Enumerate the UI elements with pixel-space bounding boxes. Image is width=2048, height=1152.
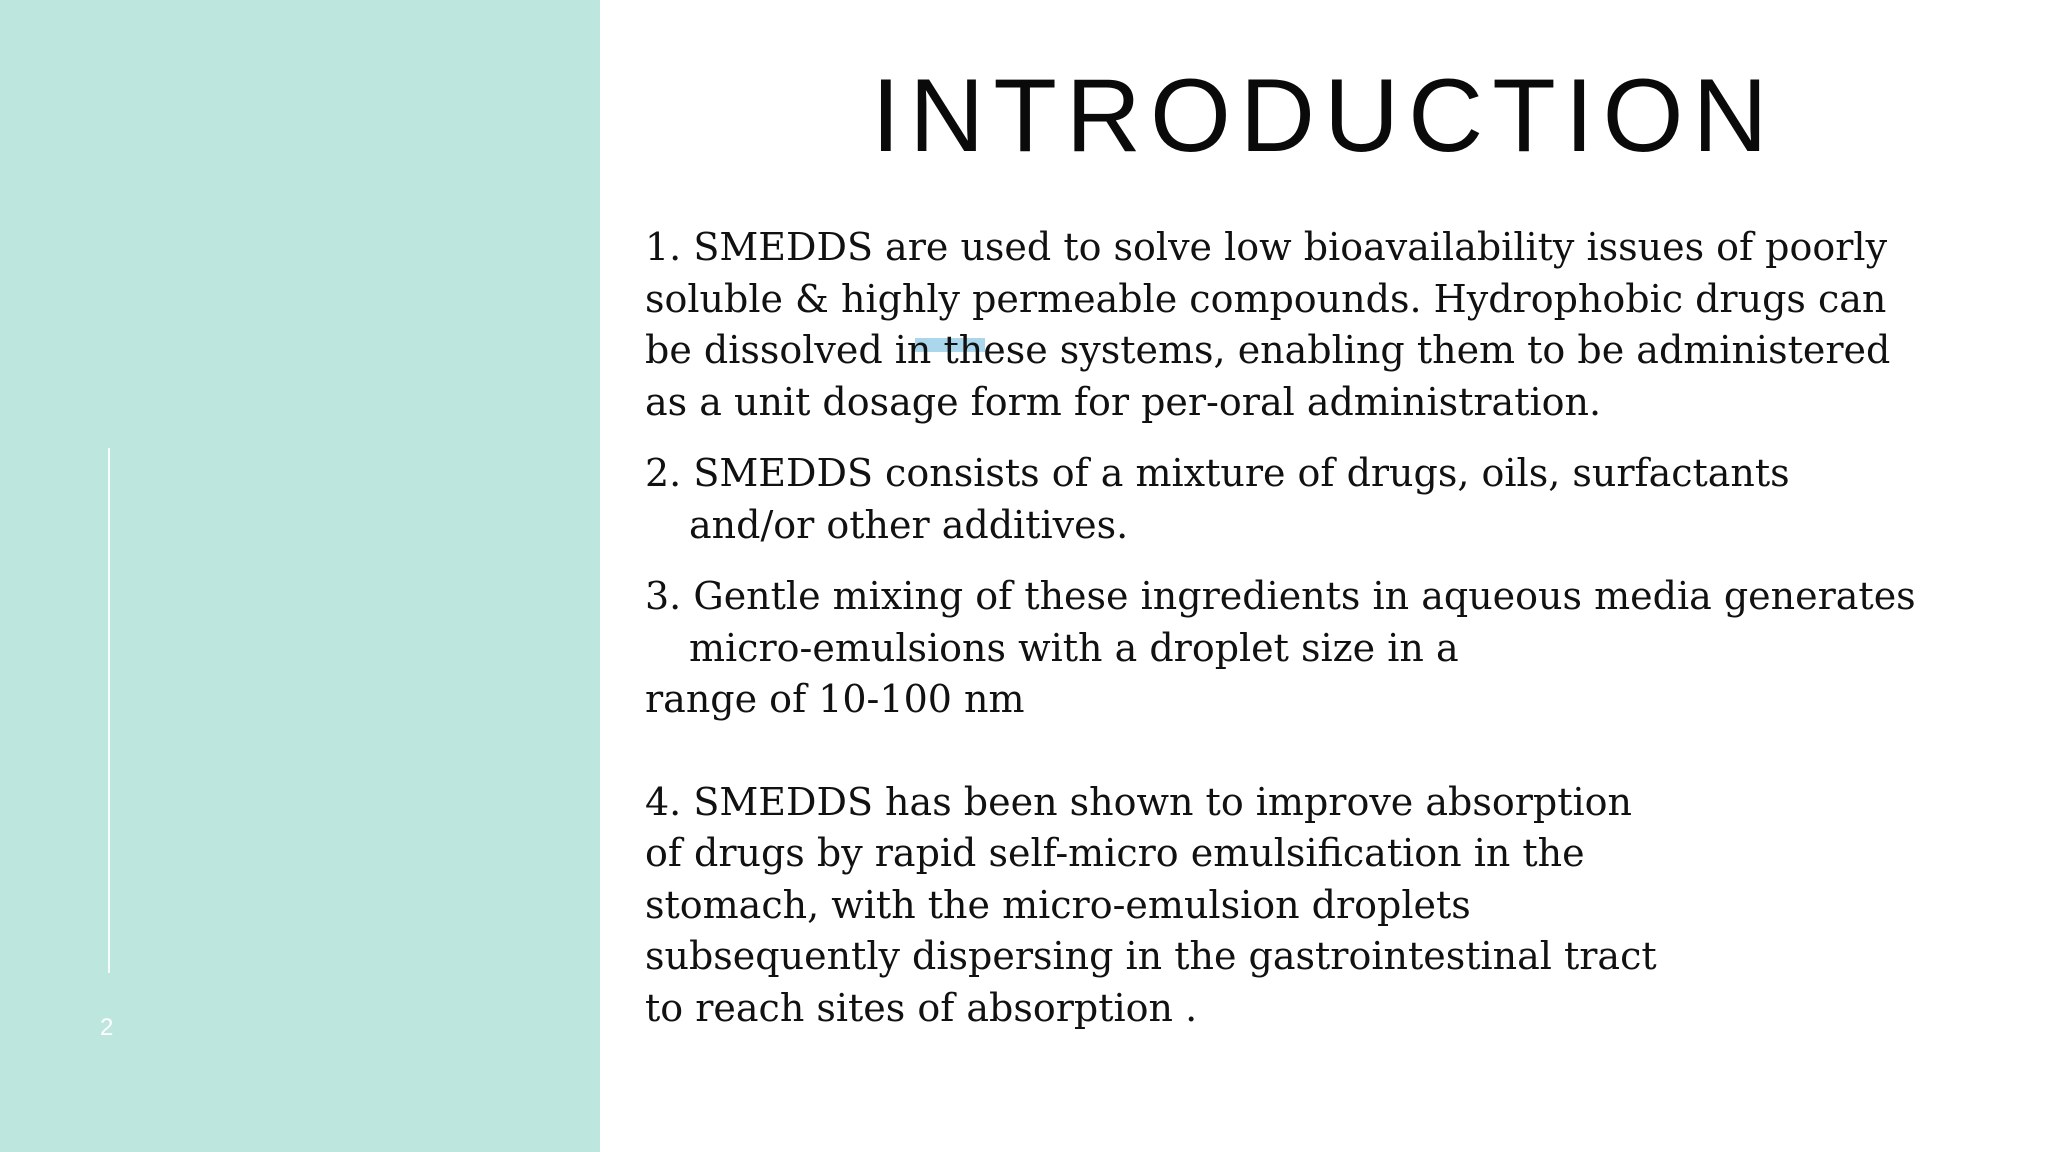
- point-line: and/or other additives.: [689, 502, 1129, 547]
- point-line: soluble & highly permeable compounds. Hydrophobic drugs can: [645, 276, 1887, 321]
- point-line: 4. SMEDDS has been shown to improve absorption: [645, 779, 1632, 824]
- slide-title: INTRODUCTION: [871, 58, 1777, 174]
- point-line: be dissolved in these systems, enabling them to be administered: [645, 328, 1891, 372]
- point-3: [645, 571, 1916, 726]
- point-line: 3. Gentle mixing of these ingredients in aqueous media generates: [645, 574, 1916, 618]
- point-line: to reach sites of absorption .: [645, 985, 1198, 1030]
- point-line: of drugs by rapid self-micro emulsification in the: [645, 831, 1585, 875]
- point-line: subsequently dispersing in the gastrointestinal tract: [645, 934, 1657, 978]
- slide-number: 2: [100, 1014, 114, 1041]
- point-2: [645, 448, 1905, 551]
- accent-panel: [0, 0, 600, 1152]
- point-line: micro-emulsions with a droplet size in a: [689, 625, 1459, 670]
- point-line: 1. SMEDDS are used to solve low bioavailability issues of poorly: [645, 225, 1888, 269]
- point-line: stomach, with the micro-emulsion droplets: [645, 882, 1471, 927]
- slide-body: [645, 222, 1916, 1034]
- point-4: [645, 777, 1905, 1035]
- point-line: as a unit dosage form for per-oral administration.: [645, 379, 1602, 424]
- vertical-divider: [108, 448, 110, 973]
- point-line: 2. SMEDDS consists of a mixture of drugs, oils, surfactants: [645, 451, 1790, 495]
- point-line: range of 10-100 nm: [645, 677, 1025, 721]
- point-1: [645, 222, 1905, 428]
